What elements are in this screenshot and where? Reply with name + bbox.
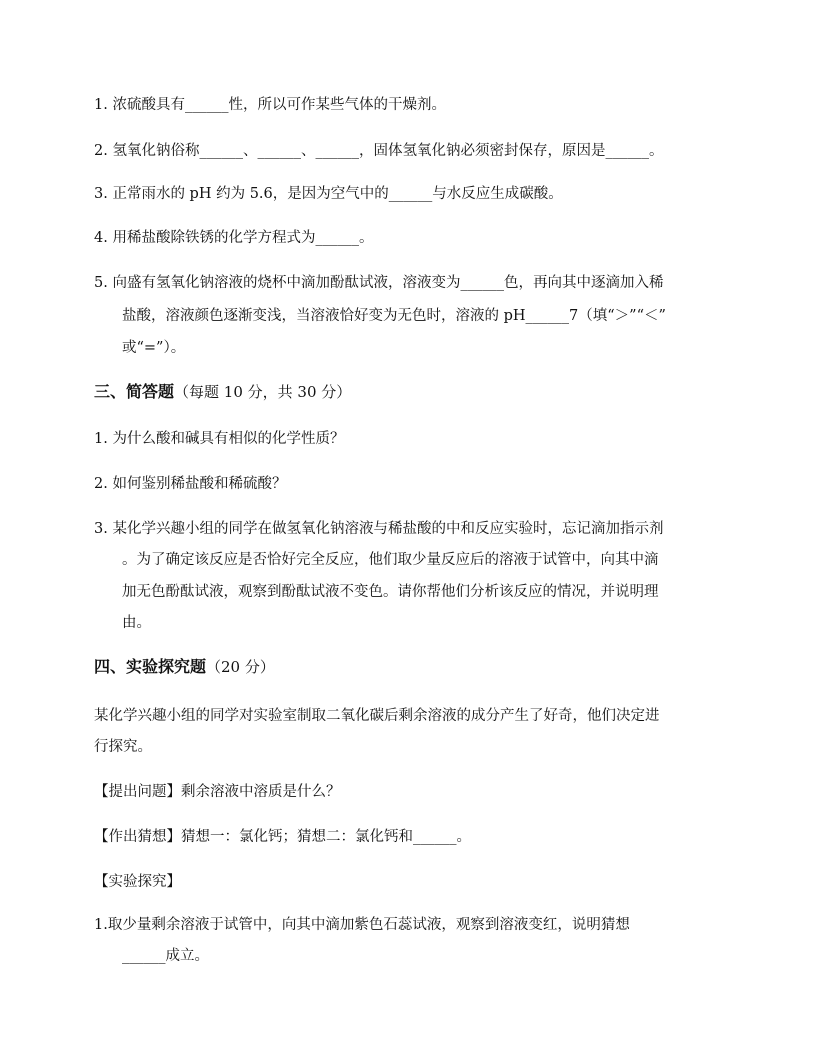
fill-question-5-line-1: 5. 向盛有氢氧化钠溶液的烧杯中滴加酚酞试液，溶液变为______色，再向其中逐滴加入稀 — [94, 275, 664, 291]
section-score-note: （每题 10 分，共 30 分） — [174, 383, 352, 401]
section-heading-experiment — [94, 657, 724, 677]
short-question-2: 2. 如何鉴别稀盐酸和稀硫酸？ — [94, 476, 287, 492]
fill-question-1: 1. 浓硫酸具有______性，所以可作某些气体的干燥剂。 — [94, 97, 446, 113]
fill-question-5-line-2: 盐酸，溶液颜色逐渐变浅，当溶液恰好变为无色时，溶液的 pH______7（填“＞”“＜” — [122, 308, 666, 324]
fill-question-2: 2. 氢氧化钠俗称______、______、______，固体氢氧化钠必须密封保存，原因是______。 — [94, 143, 664, 159]
experiment-intro-line-2: 行探究。 — [94, 739, 152, 755]
fill-question-3: 3. 正常雨水的 pH 约为 5.6，是因为空气中的______与水反应生成碳酸。 — [94, 186, 563, 202]
section-title: 三、简答题 — [94, 382, 175, 401]
experiment-question: 【提出问题】剩余溶液中溶质是什么？ — [94, 784, 341, 800]
short-question-3-line-4: 由。 — [122, 615, 151, 631]
short-question-1: 1. 为什么酸和碱具有相似的化学性质？ — [94, 431, 345, 447]
fill-question-5-line-3: 或“=”）。 — [122, 340, 186, 356]
experiment-intro-line-1: 某化学兴趣小组的同学对实验室制取二氧化碳后剩余溶液的成分产生了好奇，他们决定进 — [94, 708, 660, 724]
fill-question-4: 4. 用稀盐酸除铁锈的化学方程式为______。 — [94, 230, 374, 246]
section-heading-short-answer — [94, 382, 724, 402]
section-title: 四、实验探究题 — [94, 657, 207, 676]
section-score-note: （20 分） — [206, 658, 275, 676]
short-question-3-line-2: 。为了确定该反应是否恰好完全反应，他们取少量反应后的溶液于试管中，向其中滴 — [122, 552, 659, 568]
experiment-step-1-line-1: 1.取少量剩余溶液于试管中，向其中滴加紫色石蕊试液，观察到溶液变红，说明猜想 — [94, 917, 630, 933]
short-question-3-line-1: 3. 某化学兴趣小组的同学在做氢氧化钠溶液与稀盐酸的中和反应实验时，忘记滴加指示剂 — [94, 521, 664, 537]
experiment-hypothesis: 【作出猜想】猜想一：氯化钙；猜想二：氯化钙和______。 — [94, 829, 471, 845]
experiment-step-1-line-2: ______成立。 — [122, 948, 209, 964]
experiment-explore-title: 【实验探究】 — [94, 874, 181, 890]
short-question-3-line-3: 加无色酚酞试液，观察到酚酞试液不变色。请你帮他们分析该反应的情况，并说明理 — [122, 584, 659, 600]
